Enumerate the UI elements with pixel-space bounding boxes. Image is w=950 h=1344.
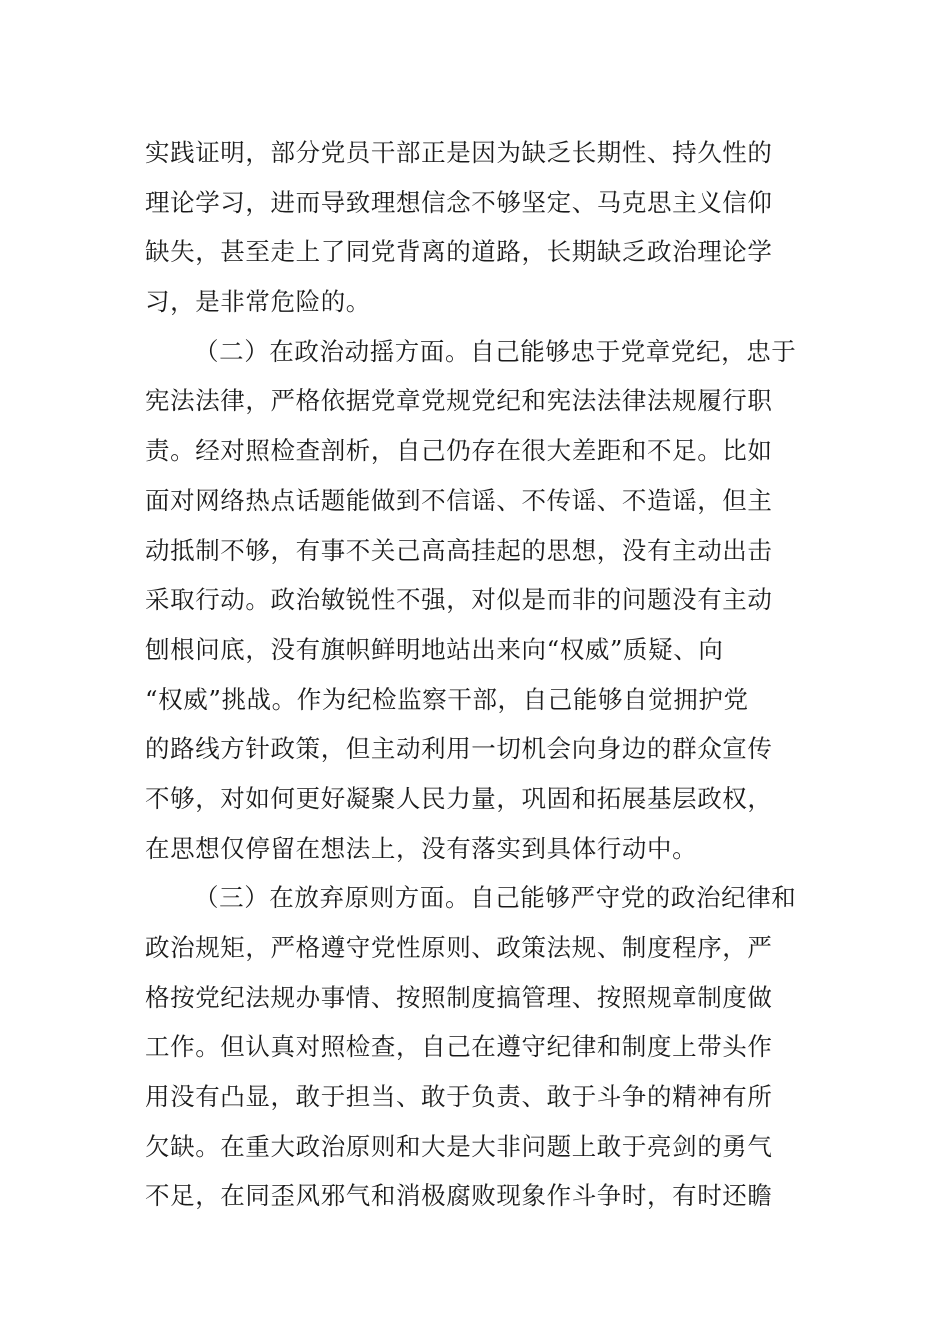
paragraph-3-line-6: 欠缺。在重大政治原则和大是大非问题上敢于亮剑的勇气 <box>145 1131 773 1161</box>
paragraph-3-line-4: 工作。但认真对照检查，自己在遵守纪律和制度上带头作 <box>145 1032 773 1062</box>
document-body <box>145 128 805 1221</box>
paragraph-2-line-3: 责。经对照检查剖析，自己仍存在很大差距和不足。比如 <box>145 436 773 466</box>
paragraph-1-line-1: 实践证明，部分党员干部正是因为缺乏长期性、持久性的 <box>145 138 773 167</box>
paragraph-2-line-8: “权威”挑战。作为纪检监察干部，自己能够自觉拥护党 <box>145 684 749 714</box>
paragraph-2-line-7: 刨根问底，没有旗帜鲜明地站出来向“权威”质疑、向 <box>145 634 724 664</box>
paragraph-2-line-9: 的路线方针政策，但主动利用一切机会向身边的群众宣传 <box>145 734 773 764</box>
paragraph-2-line-5: 动抵制不够，有事不关己高高挂起的思想，没有主动出击 <box>145 535 773 565</box>
paragraph-3-line-2: 政治规矩，严格遵守党性原则、政策法规、制度程序，严 <box>145 933 773 962</box>
paragraph-1-line-4: 习，是非常危险的。 <box>145 287 371 317</box>
paragraph-2-line-4: 面对网络热点话题能做到不信谣、不传谣、不造谣，但主 <box>145 485 773 515</box>
paragraph-1-line-3: 缺失，甚至走上了同党背离的道路，长期缺乏政治理论学 <box>145 237 773 267</box>
paragraph-2-line-2: 宪法法律，严格依据党章党规党纪和宪法法律法规履行职 <box>145 386 773 416</box>
paragraph-3-line-3: 格按党纪法规办事情、按照制度搞管理、按照规章制度做 <box>145 982 773 1012</box>
paragraph-3-line-7: 不足，在同歪风邪气和消极腐败现象作斗争时，有时还瞻 <box>145 1181 773 1211</box>
paragraph-2-line-6: 采取行动。政治敏锐性不强，对似是而非的问题没有主动 <box>145 585 773 615</box>
paragraph-2-line-10: 不够，对如何更好凝聚人民力量，巩固和拓展基层政权， <box>145 783 773 813</box>
paragraph-1-line-2: 理论学习，进而导致理想信念不够坚定、马克思主义信仰 <box>145 187 773 217</box>
paragraph-3-line-5: 用没有凸显，敢于担当、敢于负责、敢于斗争的精神有所 <box>145 1082 773 1112</box>
paragraph-2-line-1: （二）在政治动摇方面。自己能够忠于党章党纪，忠于 <box>194 336 797 366</box>
paragraph-3-line-1: （三）在放弃原则方面。自己能够严守党的政治纪律和 <box>194 883 797 913</box>
paragraph-2-line-11: 在思想仅停留在想法上，没有落实到具体行动中。 <box>145 833 698 863</box>
